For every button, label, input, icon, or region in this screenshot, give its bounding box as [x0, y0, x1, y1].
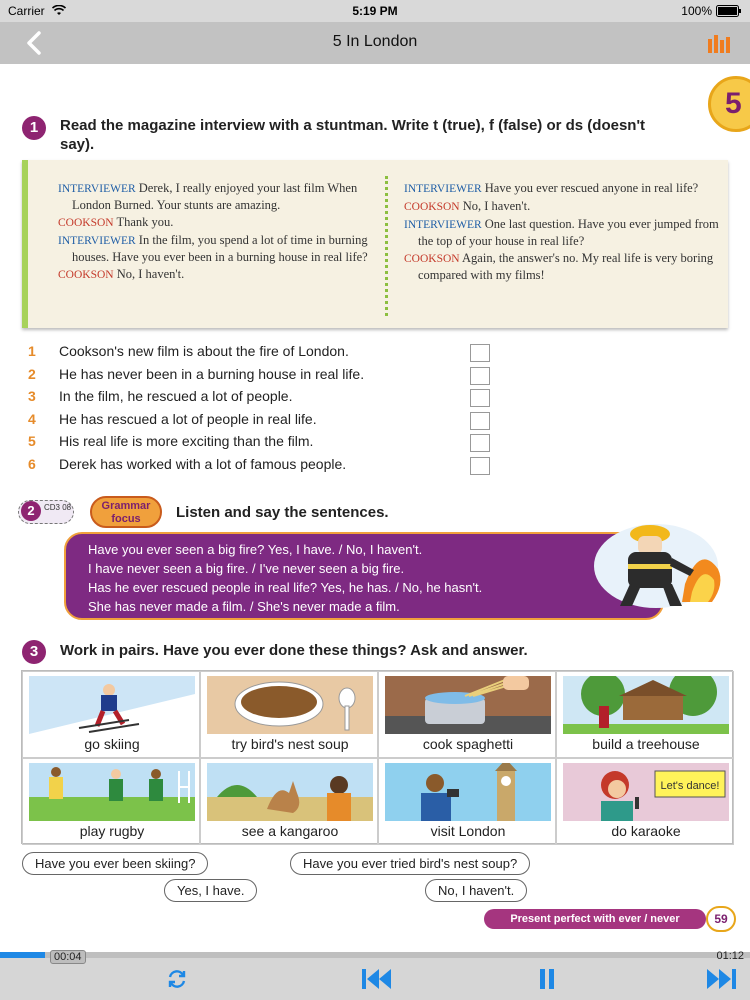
battery-icon	[716, 5, 742, 17]
speaker-label: COOKSON	[58, 217, 114, 229]
statement-row	[28, 364, 508, 387]
repeat-icon[interactable]	[166, 968, 188, 990]
answer-box[interactable]	[470, 434, 490, 452]
interview-text: Have you ever rescued anyone in real life?	[484, 181, 699, 195]
exercise-3-instruction: Work in pairs. Have you ever done these things? Ask and answer.	[60, 642, 528, 659]
picture-card	[200, 758, 378, 845]
true-false-list	[28, 341, 508, 477]
exercise-1-heading	[22, 116, 682, 154]
interview-text: No, I haven't.	[462, 199, 531, 213]
statement-number: 1	[28, 343, 36, 359]
interview-text: Derek, I really enjoyed your last film When London Burned. Your stunts are amazing.	[72, 181, 358, 212]
elapsed-time: 00:04	[50, 950, 86, 964]
speaker-label: COOKSON	[404, 201, 460, 213]
karaoke-picture	[563, 763, 729, 821]
grammar-line: I have never seen a big fire. / I've never seen a big fire.	[88, 561, 405, 576]
birds-nest-soup-picture	[207, 676, 373, 734]
interview-text: One last question. Have you ever jumped from the top of your house in real life?	[418, 217, 719, 248]
interview-text: Thank you.	[116, 215, 174, 229]
interview-right-column	[404, 180, 722, 284]
statement-text: His real life is more exciting than the film.	[59, 433, 314, 450]
picture-card	[22, 671, 200, 758]
audio-bars-icon[interactable]	[708, 35, 732, 53]
statement-text: Derek has worked with a lot of famous people.	[59, 455, 347, 472]
fireman-illustration	[590, 514, 730, 610]
treehouse-picture	[563, 676, 729, 734]
picture-caption: try bird's nest soup	[231, 736, 349, 752]
lets-dance-sign: Let's dance!	[660, 780, 720, 792]
speaker-label: INTERVIEWER	[58, 183, 136, 195]
interview-text: No, I haven't.	[116, 267, 185, 281]
statement-row	[28, 454, 508, 477]
picture-card	[200, 671, 378, 758]
statement-row	[28, 409, 508, 432]
grammar-topic-label: Present perfect with ever / never	[484, 909, 706, 929]
nav-bar	[0, 22, 750, 64]
battery-percent: 100%	[681, 4, 712, 18]
exercise-3-number: 3	[22, 640, 46, 664]
statement-number: 4	[28, 410, 36, 427]
kangaroo-picture	[207, 763, 373, 821]
answer-box[interactable]	[470, 389, 490, 407]
grammar-line: She has never made a film. / She's never made a film.	[88, 599, 400, 614]
exercise-2-instruction: Listen and say the sentences.	[176, 504, 389, 521]
picture-caption: see a kangaroo	[241, 823, 339, 839]
statement-row	[28, 386, 508, 409]
speaker-label: INTERVIEWER	[404, 183, 482, 195]
grammar-focus-badge: Grammar focus	[90, 496, 162, 528]
column-divider	[385, 176, 388, 316]
status-time: 5:19 PM	[352, 4, 398, 18]
statement-number: 2	[28, 365, 36, 382]
book-page	[0, 64, 750, 952]
progress-track[interactable]	[0, 952, 750, 958]
grammar-line: Has he ever rescued people in real life? Yes, he has. / No, he hasn't.	[88, 580, 483, 595]
statement-row	[28, 431, 508, 454]
statement-text: In the film, he rescued a lot of people.	[59, 388, 293, 405]
picture-caption: go skiing	[84, 736, 140, 752]
statement-row	[28, 341, 508, 364]
cook-spaghetti-picture	[385, 676, 551, 734]
unit-badge	[708, 76, 750, 132]
interview-line	[404, 180, 722, 197]
interview-text: In the film, you spend a lot of time in burning houses. Have you ever been in a burning house in real life?	[72, 233, 368, 264]
picture-caption: cook spaghetti	[422, 736, 514, 752]
audio-player	[0, 952, 750, 1000]
interview-text: Again, the answer's no. My real life is very boring compared with my films!	[418, 251, 714, 282]
unit-number: 5	[725, 87, 742, 120]
interview-line	[58, 266, 376, 283]
speech-bubble-question: Have you ever been skiing?	[22, 852, 208, 875]
interview-line	[404, 250, 722, 283]
interview-line	[404, 198, 722, 215]
interview-line	[404, 216, 722, 249]
picture-caption: build a treehouse	[592, 736, 700, 752]
picture-card	[556, 671, 734, 758]
picture-caption: visit London	[430, 823, 506, 839]
answer-box[interactable]	[470, 412, 490, 430]
picture-card	[378, 758, 556, 845]
statement-text: He has rescued a lot of people in real life.	[59, 410, 317, 427]
page-number: 59	[706, 906, 736, 932]
speech-bubble-answer: Yes, I have.	[164, 879, 257, 902]
statement-text: Cookson's new film is about the fire of London.	[59, 343, 349, 359]
status-bar	[0, 0, 750, 22]
picture-caption: play rugby	[79, 823, 145, 839]
answer-box[interactable]	[470, 457, 490, 475]
pause-icon[interactable]	[538, 968, 556, 990]
cd-track-badge[interactable]	[18, 500, 74, 524]
total-time: 01:12	[716, 950, 744, 962]
magazine-interview	[22, 160, 728, 328]
exercise-2	[18, 496, 730, 626]
statement-number: 5	[28, 433, 36, 450]
carrier-label: Carrier	[8, 4, 45, 18]
visit-london-picture	[385, 763, 551, 821]
page-title: 5 In London	[332, 33, 418, 50]
skip-back-icon[interactable]	[362, 968, 392, 990]
progress-fill	[0, 952, 45, 958]
interview-line	[58, 214, 376, 231]
interview-left-column	[58, 180, 376, 284]
picture-card	[22, 758, 200, 845]
skip-forward-icon[interactable]	[706, 968, 736, 990]
picture-caption: do karaoke	[611, 823, 681, 839]
exercise-1-number: 1	[22, 116, 46, 140]
rugby-picture	[29, 763, 195, 821]
exercise-2-number: 2	[21, 501, 41, 521]
interview-line	[58, 180, 376, 213]
picture-card	[556, 758, 734, 845]
statement-number: 3	[28, 388, 36, 405]
answer-box[interactable]	[470, 367, 490, 385]
statement-number: 6	[28, 455, 36, 472]
speaker-label: INTERVIEWER	[404, 219, 482, 231]
cd-track-label: CD3 08	[44, 503, 72, 512]
grammar-line: Have you ever seen a big fire? Yes, I have. / No, I haven't.	[88, 542, 423, 557]
skiing-picture	[29, 676, 195, 734]
interview-line	[58, 232, 376, 265]
exercise-1-instruction: Read the magazine interview with a stuntman. Write t (true), f (false) or ds (doesn't say).	[60, 117, 646, 153]
statement-text: He has never been in a burning house in real life.	[59, 365, 365, 382]
speech-bubble-answer: No, I haven't.	[425, 879, 527, 902]
speaker-label: COOKSON	[404, 253, 460, 265]
grammar-box	[64, 532, 664, 620]
picture-card	[378, 671, 556, 758]
speaker-label: INTERVIEWER	[58, 235, 136, 247]
answer-box[interactable]	[470, 344, 490, 362]
activity-picture-grid	[21, 670, 733, 844]
speech-bubble-question: Have you ever tried bird's nest soup?	[290, 852, 530, 875]
speaker-label: COOKSON	[58, 269, 114, 281]
